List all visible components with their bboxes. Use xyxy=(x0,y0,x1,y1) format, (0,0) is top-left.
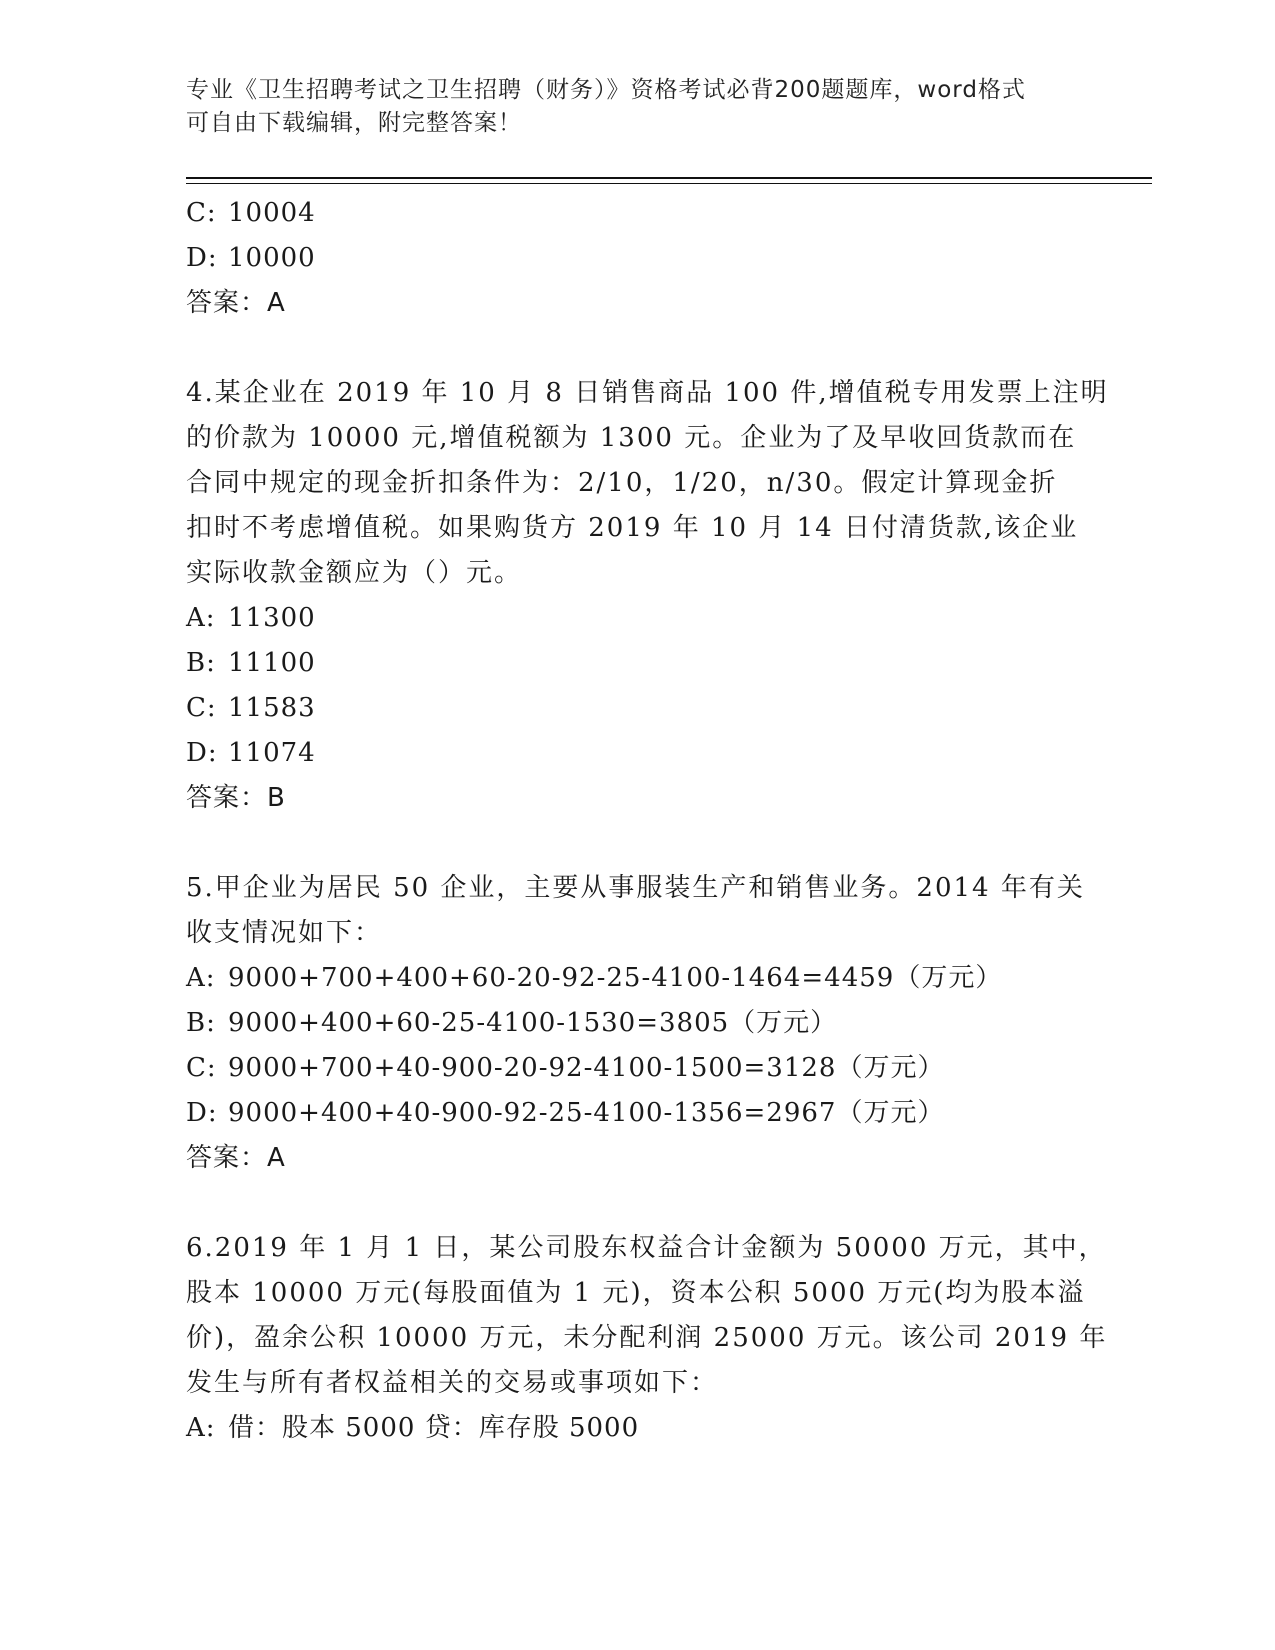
option-c: C: 11583 xyxy=(186,693,316,723)
question-text-line: 股本 10000 万元(每股面值为 1 元)，资本公积 5000 万元(均为股本溢 xyxy=(186,1278,1086,1308)
question-text-line: 实际收款金额应为（）元。 xyxy=(186,558,523,588)
answer-line: 答案：B xyxy=(186,783,286,813)
header-divider-thin xyxy=(186,183,1152,184)
option-a: A: 11300 xyxy=(186,603,316,633)
option-d: D: 11074 xyxy=(186,738,316,768)
question-3-tail xyxy=(186,191,1086,326)
question-text-line: 合同中规定的现金折扣条件为：2/10，1/20，n/30。假定计算现金折 xyxy=(186,468,1058,498)
question-5 xyxy=(186,866,1086,1181)
spacer xyxy=(186,1181,1086,1226)
answer-line: 答案：A xyxy=(186,288,286,318)
question-4 xyxy=(186,371,1109,821)
question-text-line: 扣时不考虑增值税。如果购货方 2019 年 10 月 14 日付清货款,该企业 xyxy=(186,513,1079,543)
question-text-line: 6.2019 年 1 月 1 日，某公司股东权益合计金额为 50000 万元，其中， xyxy=(186,1233,1107,1263)
spacer xyxy=(186,821,1086,866)
option-a: A: 9000+700+400+60-20-92-25-4100-1464=4459（万元） xyxy=(186,963,1003,993)
header-line-2: 可自由下载编辑，附完整答案！ xyxy=(186,110,522,136)
question-6 xyxy=(186,1226,1108,1451)
option-b: B: 11100 xyxy=(186,648,316,678)
question-text-line: 价)，盈余公积 10000 万元，未分配利润 25000 万元。该公司 2019 年 xyxy=(186,1323,1108,1353)
option-d: D: 10000 xyxy=(186,243,316,273)
option-c: C: 10004 xyxy=(186,198,316,228)
header-divider-thick xyxy=(186,177,1152,179)
question-text-line: 4.某企业在 2019 年 10 月 8 日销售商品 100 件,增值税专用发票上注明 xyxy=(186,378,1109,408)
header-line-1: 专业《卫生招聘考试之卫生招聘（财务）》资格考试必背200题题库，word格式 xyxy=(186,77,1026,103)
question-text-line: 发生与所有者权益相关的交易或事项如下： xyxy=(186,1368,719,1398)
question-text-line: 收支情况如下： xyxy=(186,918,383,948)
document-header xyxy=(186,74,1066,140)
question-text-line: 的价款为 10000 元,增值税额为 1300 元。企业为了及早收回货款而在 xyxy=(186,423,1077,453)
option-b: B: 9000+400+60-25-4100-1530=3805（万元） xyxy=(186,1008,838,1038)
option-a: A: 借：股本 5000 贷：库存股 5000 xyxy=(186,1413,640,1443)
answer-line: 答案：A xyxy=(186,1143,286,1173)
question-text-line: 5.甲企业为居民 50 企业，主要从事服装生产和销售业务。2014 年有关 xyxy=(186,873,1085,903)
option-d: D: 9000+400+40-900-92-25-4100-1356=2967（万元） xyxy=(186,1098,945,1128)
spacer xyxy=(186,326,1086,371)
option-c: C: 9000+700+40-900-20-92-4100-1500=3128（万元） xyxy=(186,1053,945,1083)
document-body xyxy=(186,191,1109,1451)
